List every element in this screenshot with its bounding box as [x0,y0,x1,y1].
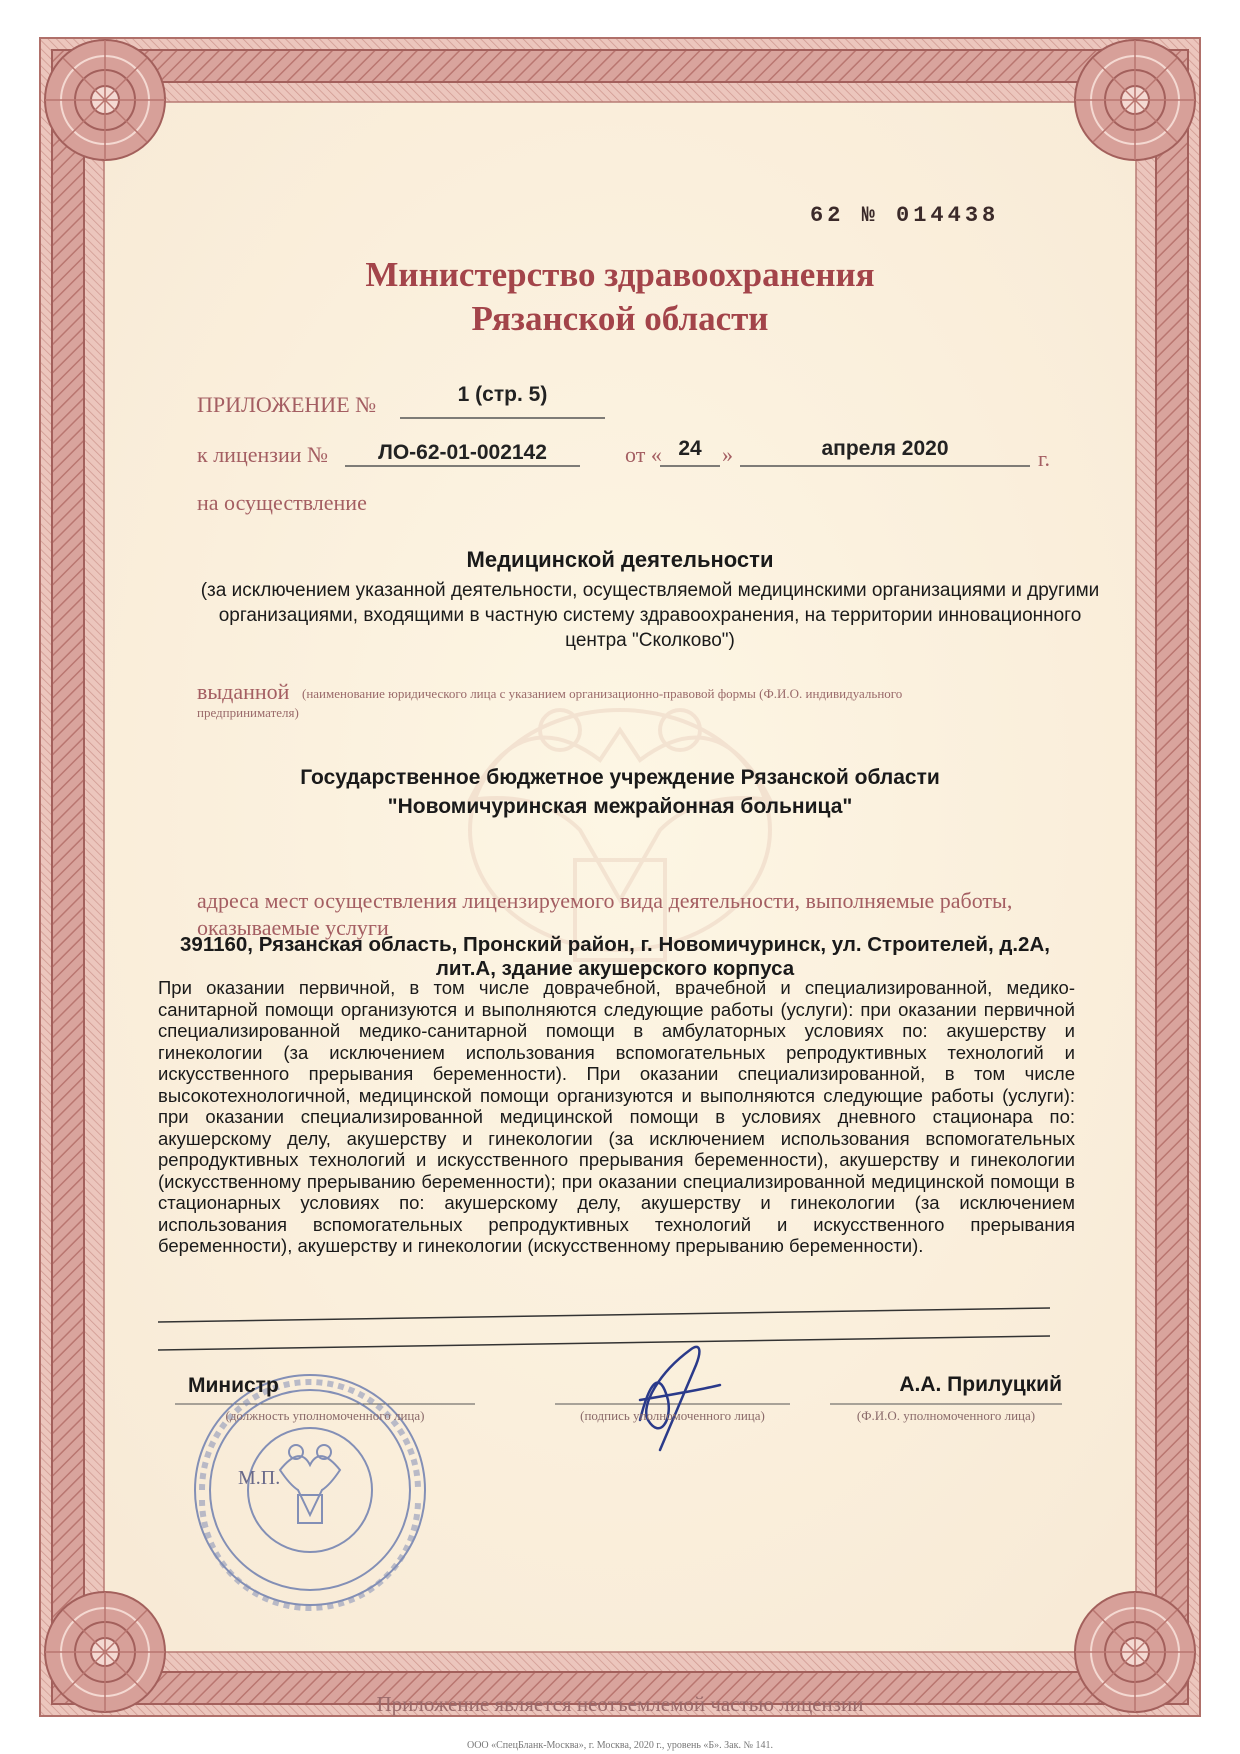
activity-note: (за исключением указанной деятельности, осуществляемой медицинскими организациями и другими организациями, входящими в частную систему здравоохранения, на территории инновационного центра "Сколково") [200,580,1100,651]
stamp-place-mark: М.П. [238,1467,281,1489]
signature-caption: (подпись уполномоченного лица) [580,1408,765,1423]
ministry-title-line1: Министерство здравоохранения [365,255,875,294]
activity-address [150,933,1080,981]
rosette-icon-top-right [1075,40,1195,160]
license-month-year: апреля 2020 [821,437,949,460]
rosette-icon-top-left [45,40,165,160]
issued-note-line1: (наименование юридического лица с указанием организационно-правовой формы (Ф.И.О. индивидуального [302,686,903,701]
works-services-text: При оказании первичной, в том числе доврачебной, врачебной и специализированной, медико-санитарной помощи организуются и выполняются следующие работы (услуги): при оказании первичной специализированной медико-санитарной помощи в амбулаторных условиях по: акушерству и гинекологии (за исключением использования вспомогательных репродуктивных технологий и искусственного прерывания беременности). При оказании специализированной, в том числе высокотехнологичной, медицинской помощи организуются и выполняются следующие работы (услуги): при оказании специализированной медицинской помощи в условиях дневного стационара по: акушерскому делу, акушерству и гинекологии (за исключением использования вспомогательных репродуктивных технологий и искусственного прерывания беременности), акушерству и гинекологии (искусственному прерыванию беременности); при оказании специализированной медицинской помощи в стационарных условиях по: акушерскому делу, акушерству и гинекологии (за исключением использования вспомогательных репродуктивных технологий и искусственного прерывания беременности), акушерству и гинекологии (искусственному прерыванию беременности). [158,977,1075,1256]
address-label-line1: адреса мест осуществления лицензируемого вида деятельности, выполняемые работы, [197,888,1013,913]
serial-number: 62 № 014438 [810,203,1000,228]
license-number: ЛО-62-01-002142 [378,441,547,464]
license-day-close: » [722,442,733,467]
appendix-label: ПРИЛОЖЕНИЕ № [197,392,377,417]
issued-note-line2: предпринимателя) [197,705,299,720]
printer-imprint: ООО «СпецБланк-Москва», г. Москва, 2020 г., уровень «Б». Зак. № 141. [466,1740,774,1751]
ministry-title-line2: Рязанской области [471,299,769,338]
position-caption: (должность уполномоченного лица) [225,1408,425,1423]
footer-note: Приложение является неотъемлемой частью лицензии [376,1692,864,1716]
organization-line2: "Новомичуринская межрайонная больница" [387,795,853,818]
organization-name [180,763,1060,821]
organization-line1: Государственное бюджетное учреждение Рязанской области [300,766,940,789]
address-line2: лит.А, здание акушерского корпуса [435,957,795,980]
license-year-suffix: г. [1038,446,1051,471]
address-line1: 391160, Рязанская область, Пронский район, г. Новомичуринск, ул. Строителей, д.2А, [180,933,1050,956]
license-label: к лицензии № [197,442,328,467]
signatory-position: Министр [188,1374,279,1397]
issued-label: выданной [197,679,290,704]
address-label-line2: оказываемые услуги [197,915,389,940]
license-from-label: от « [625,442,662,467]
signatory-name: А.А. Прилуцкий [899,1373,1062,1396]
activity-title: Медицинской деятельности [466,547,774,572]
name-caption: (Ф.И.О. уполномоченного лица) [856,1408,1036,1423]
license-day: 24 [678,437,702,460]
purpose-label: на осуществление [197,490,367,515]
appendix-number: 1 (стр. 5) [457,383,548,406]
